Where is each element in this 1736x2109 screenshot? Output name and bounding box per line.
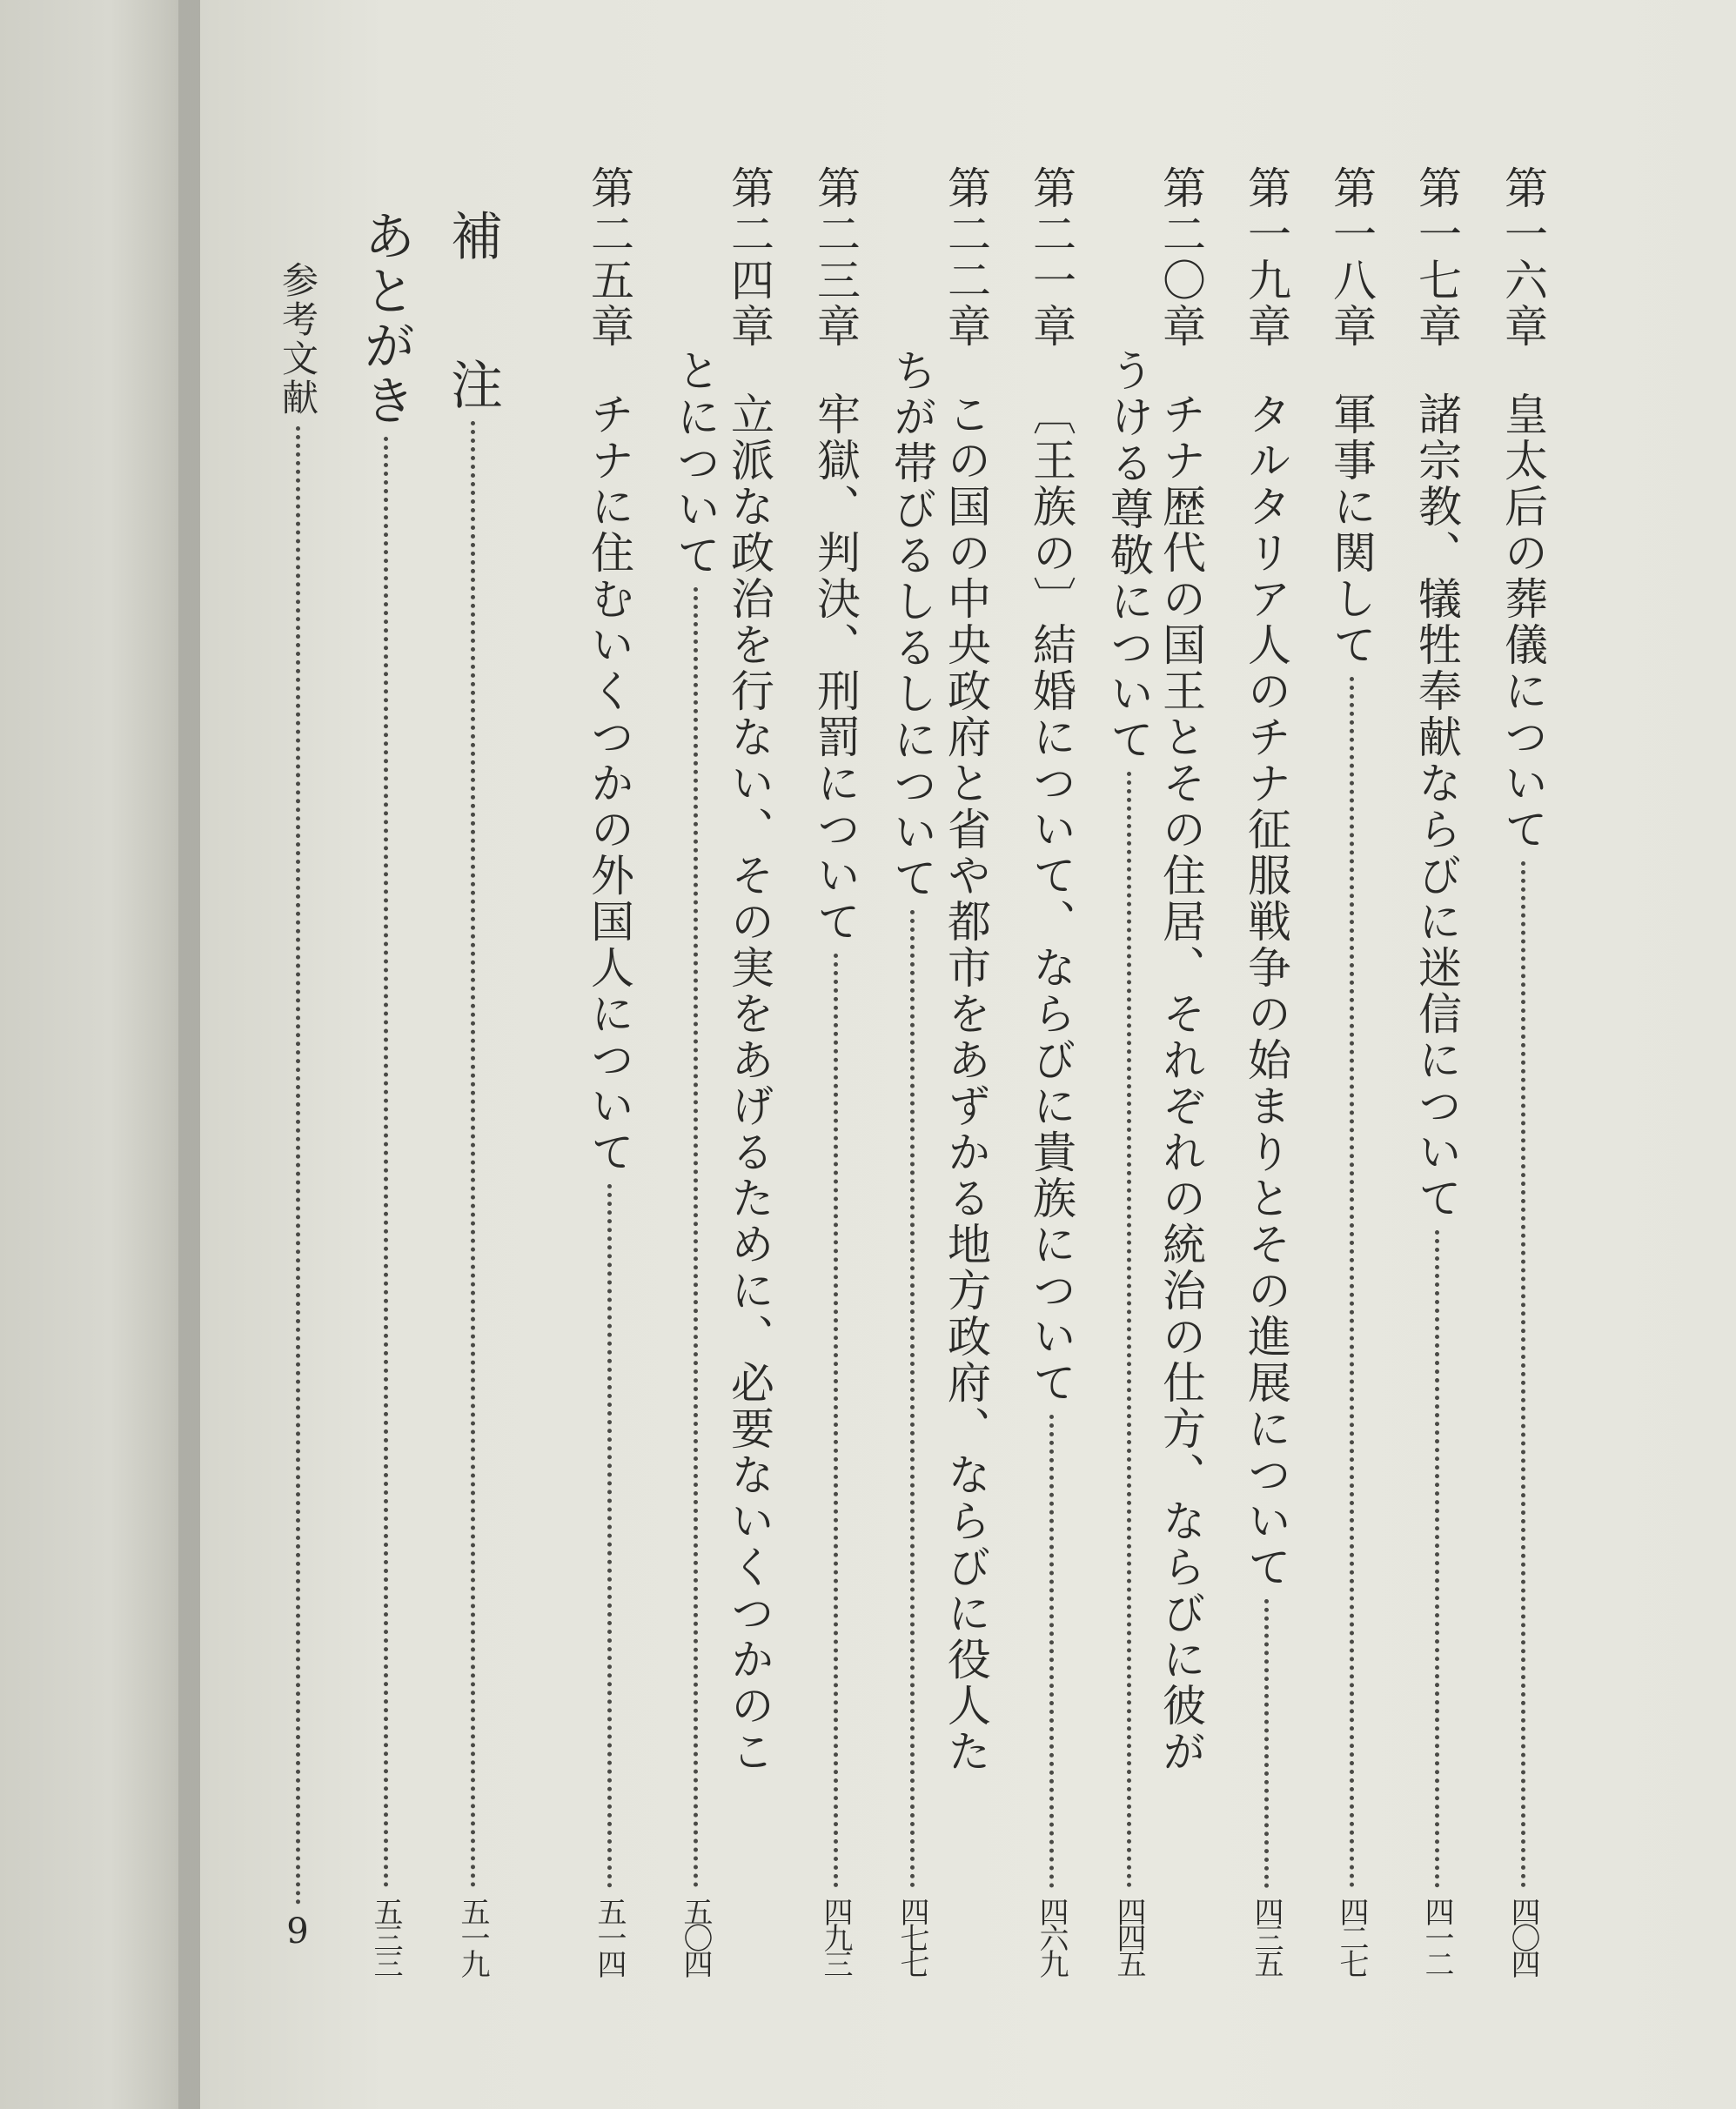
chapter-number: 第一九章 — [1241, 165, 1291, 350]
dot-leader — [607, 1184, 612, 1888]
dot-leader — [1264, 1599, 1269, 1888]
page-number: 四三五 — [1249, 1897, 1284, 1975]
chapter-number: 第二三章 — [810, 165, 861, 350]
toc-entry-ch25[interactable] — [579, 165, 640, 1975]
chapter-title: 軍事に関して — [1326, 392, 1377, 668]
book-gutter — [0, 0, 200, 2109]
notes-title-first-char: 補 — [442, 209, 503, 264]
chapter-number: 第一八章 — [1326, 165, 1377, 350]
toc-entry-ch19[interactable] — [1236, 165, 1297, 1975]
chapter-title: 〔王族の〕結婚について、ならびに貴族について — [1026, 392, 1076, 1406]
chapter-number: 第一七章 — [1411, 165, 1462, 350]
chapter-title: チナに住むいくつかの外国人について — [584, 392, 634, 1175]
toc-entry-ch18[interactable] — [1321, 165, 1382, 1975]
chapter-number: 第二一章 — [1026, 165, 1076, 350]
dot-leader — [1350, 677, 1354, 1888]
chapter-title: この国の中央政府と省や都市をあずかる地方政府、ならびに役人た — [941, 392, 991, 1775]
page-number: 四二七 — [1334, 1897, 1369, 1975]
page-number: 四一二 — [1419, 1897, 1454, 1975]
page-number: 四四五 — [1111, 1897, 1146, 1975]
toc-entry-ch20[interactable] — [1150, 165, 1211, 1975]
toc-entry-ch24-cont[interactable] — [665, 165, 726, 1975]
toc-entry-ch16[interactable] — [1492, 165, 1553, 1975]
page-number: 四九三 — [818, 1897, 853, 1975]
afterword-title: あとがき — [355, 209, 416, 428]
toc-entry-ch20-cont[interactable] — [1098, 165, 1159, 1975]
notes-title-second-char: 注 — [442, 358, 503, 412]
page-number: 四七七 — [895, 1897, 929, 1975]
chapter-number: 第一六章 — [1498, 165, 1548, 350]
page-number: 9 — [286, 1911, 309, 1952]
toc-entry-notes[interactable] — [442, 209, 503, 1975]
page-number: 四六九 — [1034, 1897, 1069, 1975]
chapter-title: 牢獄、判決、刑罰について — [810, 392, 861, 945]
dot-leader — [694, 587, 698, 1888]
toc-entry-ch22[interactable] — [935, 165, 996, 1975]
toc-entry-ch21[interactable] — [1021, 165, 1082, 1975]
chapter-number: 第二二章 — [941, 165, 991, 350]
page-number: 五三三 — [368, 1897, 403, 1975]
dot-leader — [296, 426, 300, 1905]
dot-leader — [910, 910, 915, 1888]
page-number: 五一四 — [592, 1897, 627, 1975]
chapter-title-continued: うける尊敬について — [1103, 348, 1154, 763]
page-number: 五〇四 — [678, 1897, 713, 1975]
chapter-number: 第二五章 — [584, 165, 634, 350]
toc-entry-ch23[interactable] — [805, 165, 866, 1975]
toc-entry-afterword[interactable] — [355, 209, 416, 1975]
dot-leader — [1435, 1230, 1439, 1888]
toc-entry-ch17[interactable] — [1406, 165, 1467, 1975]
chapter-title: チナ歴代の国王とその住居、それぞれの統治の仕方、ならびに彼が — [1156, 392, 1206, 1775]
dot-leader — [384, 437, 388, 1888]
dot-leader — [471, 421, 475, 1888]
dot-leader — [1521, 861, 1525, 1888]
dot-leader — [1127, 772, 1131, 1888]
chapter-title-continued: ちが帯びるしるしについて — [887, 348, 937, 901]
chapter-title: 皇太后の葬儀について — [1498, 392, 1548, 853]
chapter-number: 第二〇章 — [1156, 165, 1206, 350]
page-number: 四〇四 — [1505, 1897, 1540, 1975]
chapter-number: 第二四章 — [724, 165, 774, 350]
dot-leader — [1049, 1415, 1054, 1888]
toc-entry-ch22-cont[interactable] — [881, 165, 942, 1975]
chapter-title: 諸宗教、犠牲奉献ならびに迷信について — [1411, 392, 1462, 1222]
chapter-title: タルタリア人のチナ征服戦争の始まりとその進展について — [1241, 392, 1291, 1590]
toc-entry-references[interactable] — [267, 261, 328, 1952]
chapter-title-continued: とについて — [670, 348, 721, 579]
toc-entry-ch24[interactable] — [719, 165, 780, 1975]
page-number: 五一九 — [455, 1897, 490, 1975]
dot-leader — [834, 954, 838, 1888]
chapter-title: 立派な政治を行ない、その実をあげるために、必要ないくつかのこ — [724, 392, 774, 1775]
references-title: 参考文献 — [277, 261, 319, 418]
